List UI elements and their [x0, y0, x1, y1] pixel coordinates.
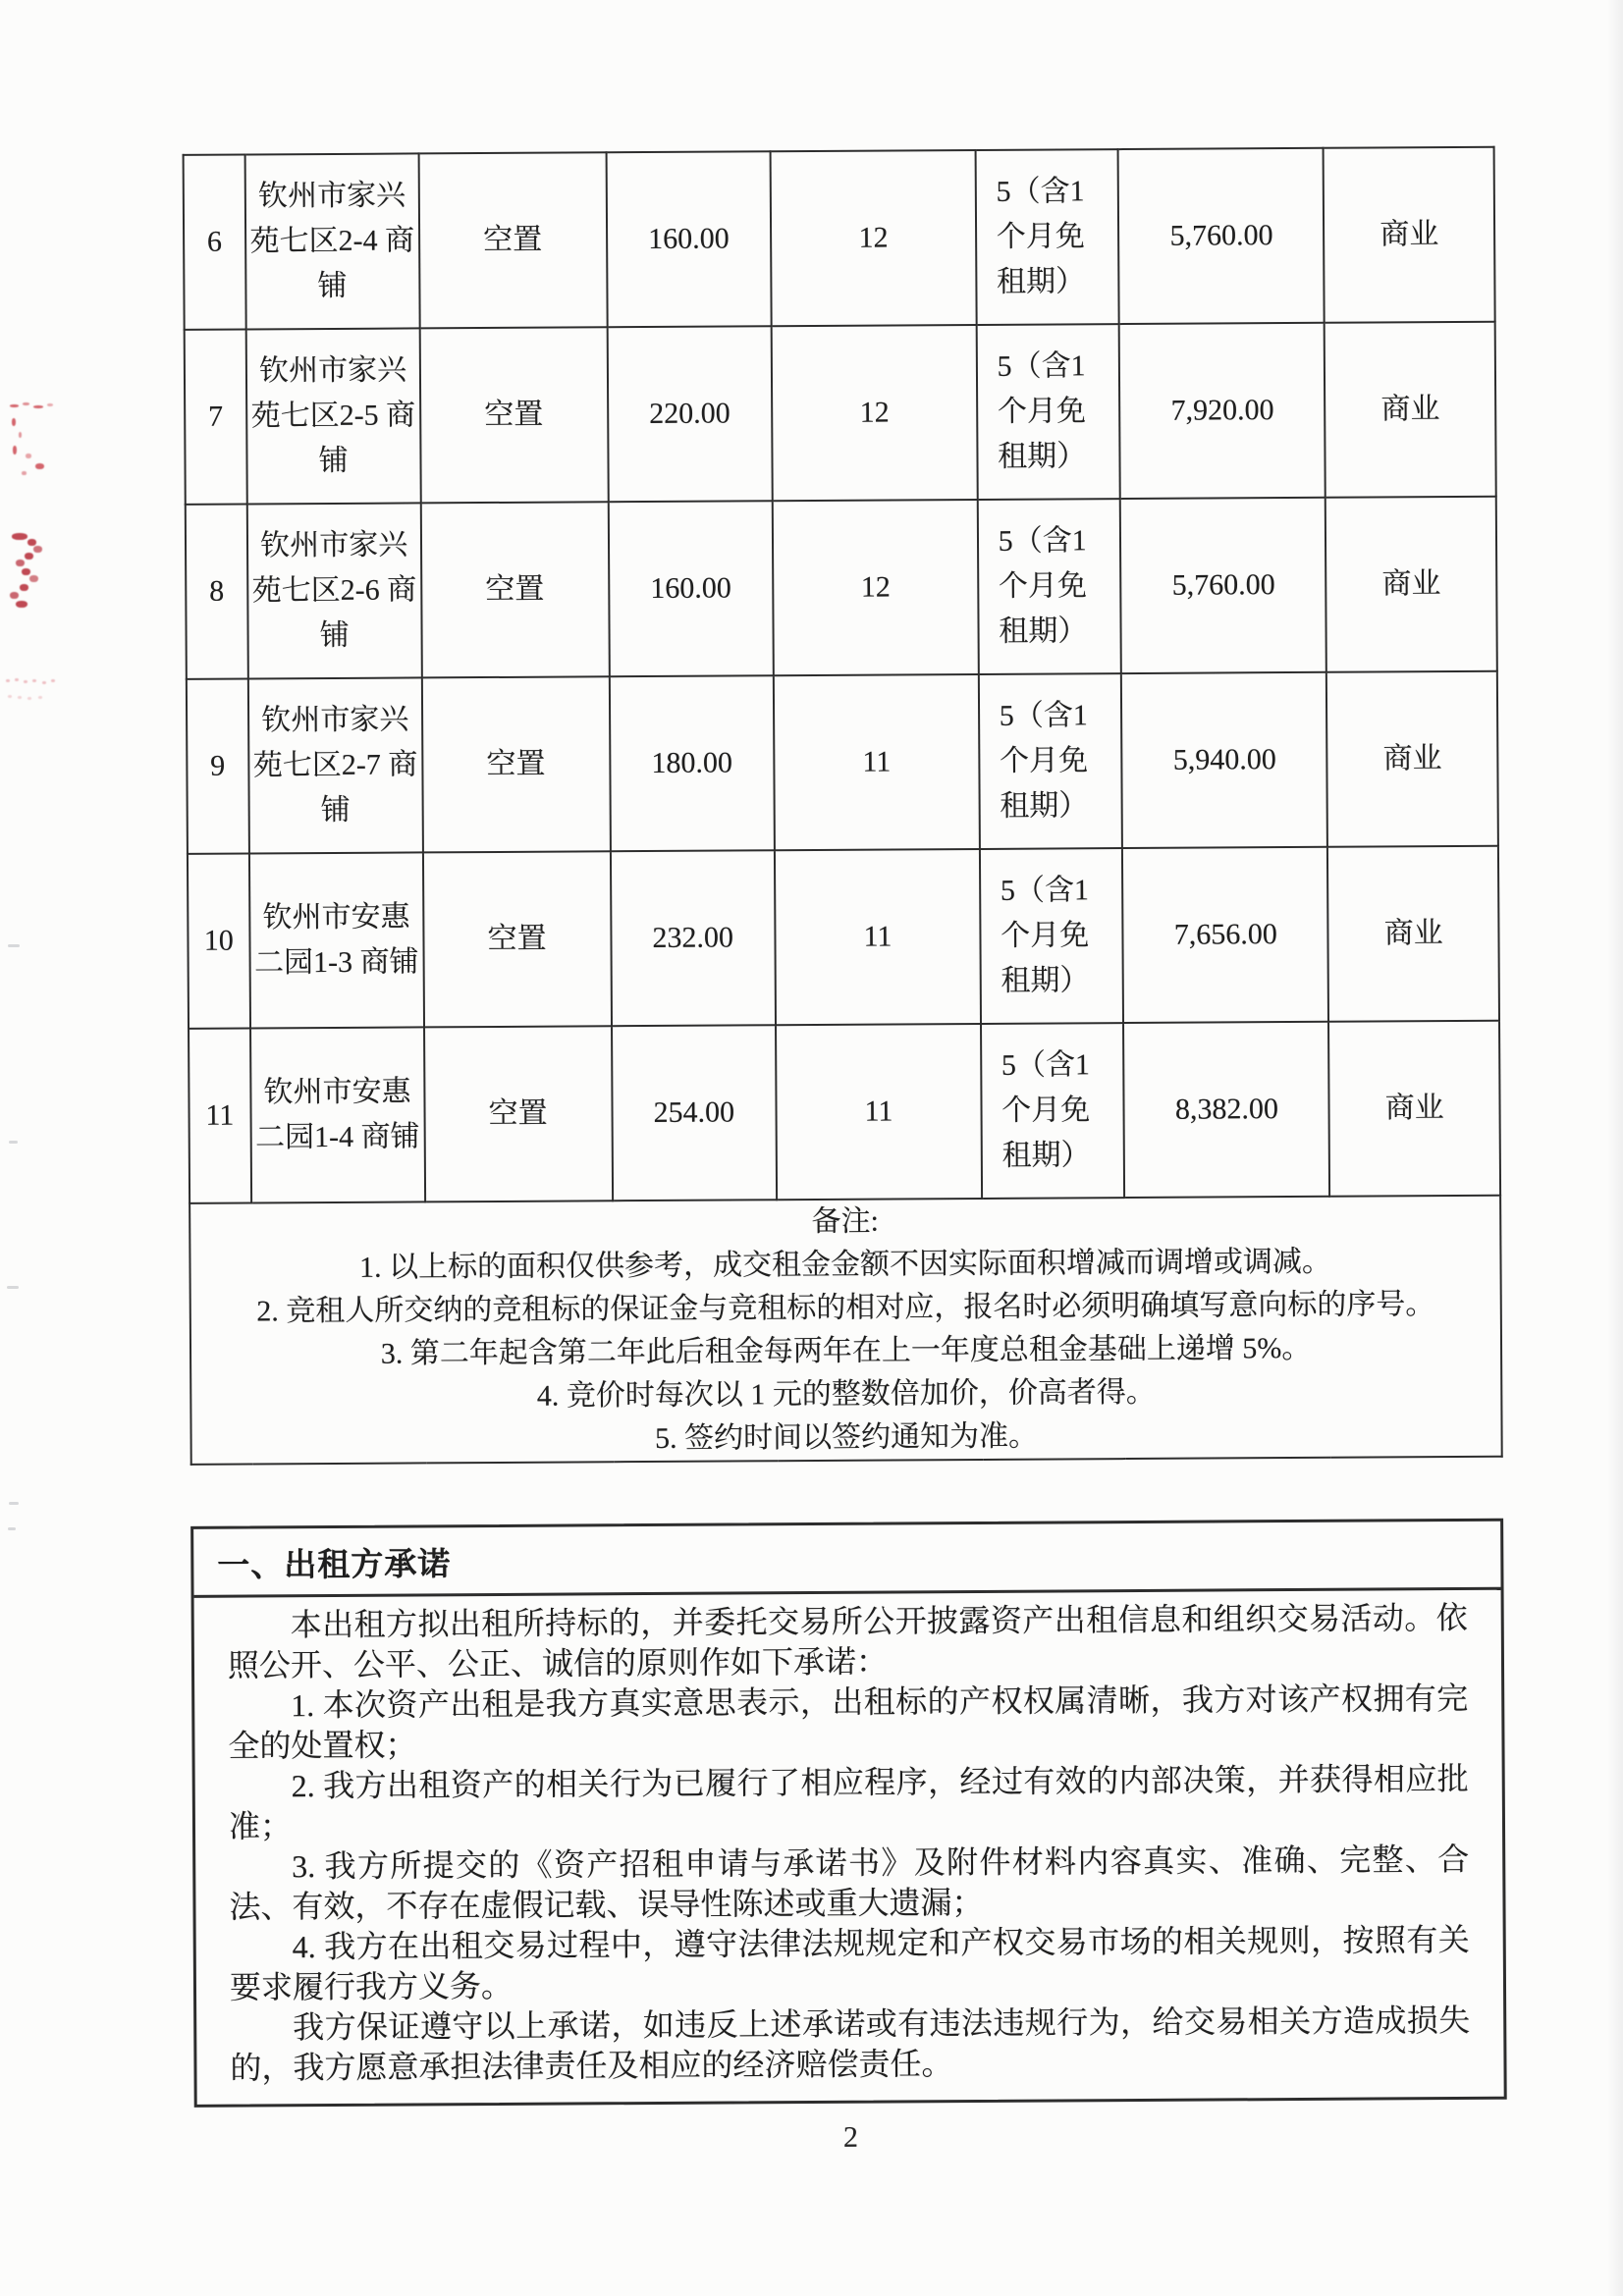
cell-property-name: 钦州市家兴苑七区2-4 商铺 — [244, 153, 419, 329]
cell-months: 11 — [775, 849, 981, 1025]
commitment-paragraph: 1. 本次资产出租是我方真实意思表示，出租标的产权权属清晰，我方对该产权拥有完全的处置权； — [228, 1680, 1469, 1764]
cell-status: 空置 — [423, 851, 612, 1027]
cell-property-name: 钦州市家兴苑七区2-5 商铺 — [245, 328, 420, 504]
lease-term-text: 5（含1个月免租期） — [1000, 874, 1090, 997]
cell-property-name: 钦州市安惠二园1-4 商铺 — [250, 1027, 425, 1202]
commitment-paragraph: 本出租方拟出租所持标的，并委托交易所公开披露资产出租信息和组织交易活动。依照公开、公平、公正、诚信的原则作如下承诺： — [227, 1599, 1468, 1683]
cell-annual-rent: 7,656.00 — [1122, 847, 1328, 1023]
notes-row — [189, 1196, 1502, 1465]
cell-serial-no: 10 — [188, 853, 250, 1028]
cell-months: 11 — [774, 674, 980, 850]
cell-lease-term — [980, 848, 1124, 1024]
cell-property-name: 钦州市安惠二园1-3 商铺 — [249, 852, 424, 1028]
cell-annual-rent: 5,760.00 — [1120, 498, 1326, 673]
section-title: 一、出租方承诺 — [193, 1522, 1500, 1598]
cell-usage-type: 商业 — [1328, 1021, 1500, 1197]
cell-serial-no: 8 — [186, 505, 248, 679]
cell-area: 180.00 — [609, 675, 775, 851]
lease-term-text: 5（含1个月免租期） — [999, 699, 1089, 823]
cell-status: 空置 — [418, 152, 607, 328]
table-row — [184, 147, 1495, 330]
table-row — [187, 671, 1498, 854]
cell-property-name: 钦州市家兴苑七区2-7 商铺 — [248, 677, 423, 853]
cell-months: 12 — [771, 150, 977, 326]
commitment-paragraph: 我方保证遵守以上承诺，如违反上述承诺或有违法违规行为，给交易相关方造成损失的，我方愿意承担法律责任及相应的经济赔偿责任。 — [230, 2002, 1471, 2086]
notes-cell — [189, 1196, 1502, 1465]
commitment-paragraph: 3. 我方所提交的《资产招租申请与承诺书》及附件材料内容真实、准确、完整、合法、有效，不存在虚假记载、误导性陈述或重大遗漏； — [229, 1841, 1470, 1925]
cell-area: 220.00 — [607, 326, 773, 502]
note-item: 5. 签约时间以签约通知为准。 — [654, 1419, 1039, 1455]
lease-term-text: 5（含1个月免租期） — [997, 349, 1087, 473]
cell-months: 11 — [776, 1024, 982, 1200]
cell-serial-no: 6 — [184, 155, 246, 330]
cell-lease-term — [979, 673, 1123, 849]
cell-usage-type: 商业 — [1324, 147, 1495, 323]
table-row — [185, 322, 1496, 505]
cell-lease-term — [978, 499, 1122, 674]
cell-annual-rent: 8,382.00 — [1123, 1022, 1329, 1198]
cell-annual-rent: 5,760.00 — [1118, 148, 1325, 324]
cell-months: 12 — [772, 325, 978, 501]
note-item: 3. 第二年起含第二年此后租金每两年在上一年度总租金基础上递增 5%。 — [380, 1331, 1312, 1370]
note-item: 2. 竞租人所交纳的竞租标的保证金与竞租标的相对应，报名时必须明确填写意向标的序号。 — [256, 1288, 1435, 1328]
note-item: 1. 以上标的面积仅供参考，成交租金金额不因实际面积增减而调增或调减。 — [358, 1245, 1332, 1284]
cell-annual-rent: 5,940.00 — [1121, 672, 1327, 848]
cell-usage-type: 商业 — [1325, 497, 1497, 672]
cell-area: 160.00 — [608, 501, 774, 676]
section-body — [194, 1590, 1504, 2105]
cell-annual-rent: 7,920.00 — [1119, 323, 1325, 499]
notes-title: 备注: — [811, 1204, 880, 1239]
table-row — [186, 497, 1497, 679]
cell-status: 空置 — [424, 1026, 613, 1201]
rental-listings-table — [183, 146, 1503, 1466]
cell-area: 254.00 — [612, 1025, 778, 1201]
lease-term-text: 5（含1个月免租期） — [1001, 1048, 1091, 1172]
cell-serial-no: 9 — [187, 679, 249, 854]
table-row — [188, 846, 1499, 1029]
lease-term-text: 5（含1个月免租期） — [996, 175, 1086, 298]
cell-months: 12 — [773, 500, 979, 675]
cell-serial-no: 7 — [185, 330, 247, 505]
cell-status: 空置 — [421, 676, 610, 852]
commitment-paragraph: 4. 我方在出租交易过程中，遵守法律法规规定和产权交易市场的相关规则，按照有关要求履行我方义务。 — [229, 1921, 1470, 2005]
cell-status: 空置 — [420, 502, 609, 677]
cell-lease-term — [981, 1023, 1125, 1199]
page-number: 2 — [842, 2120, 859, 2154]
cell-lease-term — [977, 324, 1121, 500]
cell-property-name: 钦州市家兴苑七区2-6 商铺 — [246, 503, 421, 678]
cell-serial-no: 11 — [189, 1028, 251, 1202]
cell-status: 空置 — [419, 327, 608, 503]
commitment-paragraph: 2. 我方出租资产的相关行为已履行了相应程序，经过有效的内部决策，并获得相应批准； — [228, 1760, 1469, 1844]
cell-usage-type: 商业 — [1327, 846, 1499, 1022]
cell-area: 232.00 — [610, 850, 776, 1026]
table-row — [189, 1021, 1500, 1203]
cell-usage-type: 商业 — [1325, 322, 1496, 498]
lease-term-text: 5（含1个月免租期） — [998, 524, 1088, 648]
cell-usage-type: 商业 — [1326, 671, 1498, 847]
note-item: 4. 竞价时每次以 1 元的整数倍加价，价高者得。 — [536, 1375, 1156, 1413]
lessor-commitment-section — [190, 1519, 1507, 2108]
cell-area: 160.00 — [606, 151, 772, 327]
cell-lease-term — [976, 149, 1120, 325]
